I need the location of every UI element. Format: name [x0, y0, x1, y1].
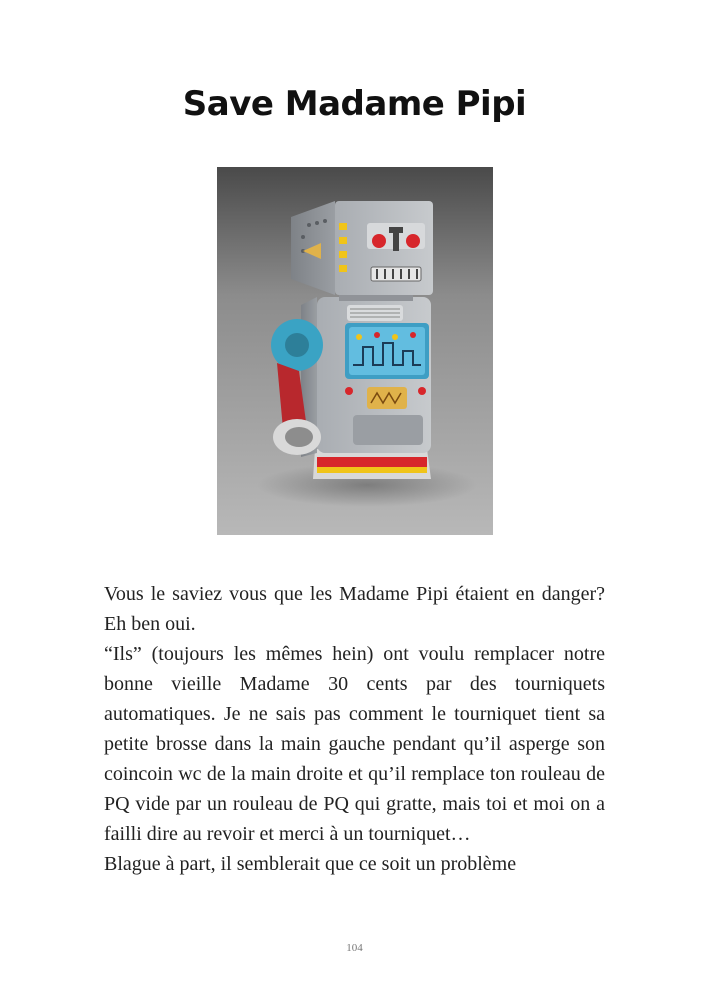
- robot-mouth: [371, 267, 421, 281]
- page-title: Save Madame Pipi: [182, 84, 527, 124]
- page-number: 104: [346, 942, 363, 954]
- robot-eye-left: [372, 234, 386, 248]
- paragraph: “Ils” (toujours les mêmes hein) ont voulu remplacer notre bonne vieille Madame 30 cents par des tourniquets automatiques. Je ne sais pas comment le tourniquet tient sa petite brosse dans la main gauche pendant qu’il asperge son coincoin wc de la main droite et qu’il remplace ton rouleau de PQ vide par un rouleau de PQ qui gratte, mais toi et moi on a failli dire au revoir et merci à un tourniquet…: [104, 643, 605, 845]
- robot-eye-right: [406, 234, 420, 248]
- robot-toy-illustration: [217, 167, 493, 535]
- paragraph: Vous le saviez vous que les Madame Pipi étaient en danger? Eh ben oui.: [104, 583, 605, 635]
- paragraph: Blague à part, il semblerait que ce soit un problème: [104, 853, 517, 875]
- body-text: [104, 579, 605, 879]
